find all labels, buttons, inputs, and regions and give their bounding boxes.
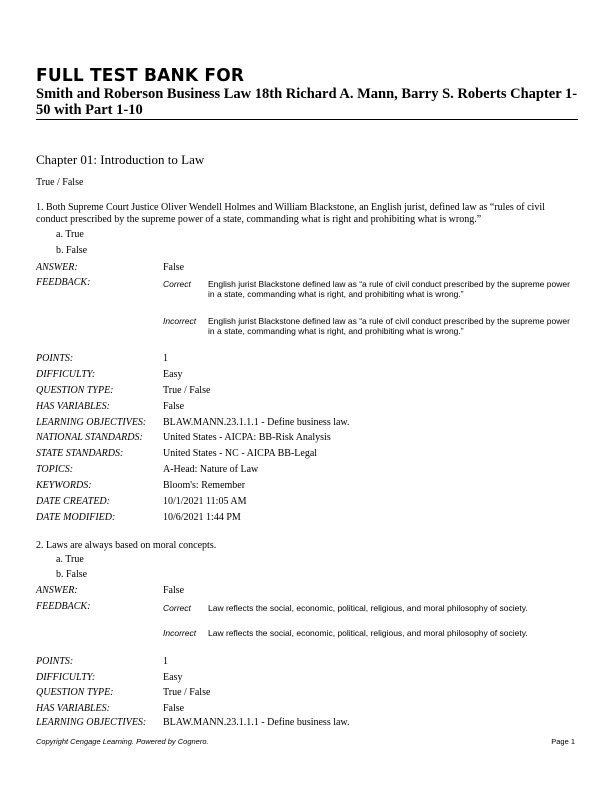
question-1-keywords: Bloom's: Remember [163,480,246,491]
question-1-has-variables: False [163,401,185,412]
question-2-difficulty: Easy [163,672,183,683]
learning-objectives-label: LEARNING OBJECTIVES: [36,717,147,728]
question-2-feedback-incorrect: Law reflects the social, economic, political, religious, and moral philosophy of society. [208,628,528,638]
feedback-incorrect-tag: Incorrect [163,316,197,326]
document-subtitle: Smith and Roberson Business Law 18th Richard A. Mann, Barry S. Roberts Chapter 1-50 with Part 1-10 [36,86,578,118]
question-2-text: 2. Laws are always based on moral concepts. [36,540,217,551]
feedback-correct-tag: Correct [163,603,191,613]
question-type-label: QUESTION TYPE: [36,385,114,396]
state-standards-label: STATE STANDARDS: [36,448,124,459]
answer-label: ANSWER: [36,262,78,273]
has-variables-label: HAS VARIABLES: [36,401,110,412]
question-1-national-standards: United States - AICPA: BB-Risk Analysis [163,432,331,443]
question-1-date-modified: 10/6/2021 1:44 PM [163,512,241,523]
question-1-points: 1 [163,353,168,364]
header-divider [36,119,578,120]
footer-copyright: Copyright Cengage Learning. Powered by Cognero. [36,737,209,746]
question-1-answer: False [163,262,185,273]
chapter-title: Chapter 01: Introduction to Law [36,152,205,167]
learning-objectives-label: LEARNING OBJECTIVES: [36,417,147,428]
question-1-text: 1. Both Supreme Court Justice Oliver Wendell Holmes and William Blackstone, an English jurist, defined law as “rules of civil conduct prescribed by the supreme power of a state, commanding what is right and prohibiting what is wrong.” [36,202,545,225]
question-type-label: QUESTION TYPE: [36,687,114,698]
keywords-label: KEYWORDS: [36,480,92,491]
question-1-choice-a: a. True [56,229,84,240]
topics-label: TOPICS: [36,464,74,475]
banner-title: FULL TEST BANK FOR [36,65,245,87]
question-1-feedback-incorrect: English jurist Blackstone defined law as “a rule of civil conduct prescribed by the supreme power in a state, commanding what is right, and prohibiting what is wrong.” [208,316,570,337]
points-label: POINTS: [36,353,74,364]
feedback-correct-tag: Correct [163,279,191,289]
date-modified-label: DATE MODIFIED: [36,512,116,523]
date-created-label: DATE CREATED: [36,496,110,507]
difficulty-label: DIFFICULTY: [36,672,96,683]
question-1-type: True / False [163,385,211,396]
has-variables-label: HAS VARIABLES: [36,703,110,714]
question-1-choice-b: b. False [56,245,88,256]
section-title: True / False [36,177,84,188]
question-1-learning-objectives: BLAW.MANN.23.1.1.1 - Define business law. [163,417,350,428]
question-1-topics: A-Head: Nature of Law [163,464,259,475]
question-2-learning-objectives: BLAW.MANN.23.1.1.1 - Define business law. [163,717,350,728]
footer-page-number: Page 1 [551,737,575,746]
question-2-has-variables: False [163,703,185,714]
difficulty-label: DIFFICULTY: [36,369,96,380]
feedback-incorrect-tag: Incorrect [163,628,197,638]
question-1-difficulty: Easy [163,369,183,380]
question-2-choice-a: a. True [56,554,84,565]
answer-label: ANSWER: [36,585,78,596]
question-2-type: True / False [163,687,211,698]
feedback-label: FEEDBACK: [36,277,91,288]
question-1-state-standards: United States - NC - AICPA BB-Legal [163,448,318,459]
question-2-answer: False [163,585,185,596]
national-standards-label: NATIONAL STANDARDS: [36,432,143,443]
question-2-feedback-correct: Law reflects the social, economic, political, religious, and moral philosophy of society. [208,603,528,613]
question-2-choice-b: b. False [56,569,88,580]
question-1-feedback-correct: English jurist Blackstone defined law as “a rule of civil conduct prescribed by the supreme power in a state, commanding what is right, and prohibiting what is wrong.” [208,279,570,300]
feedback-label: FEEDBACK: [36,601,91,612]
question-1-date-created: 10/1/2021 11:05 AM [163,496,247,507]
question-2-points: 1 [163,656,168,667]
points-label: POINTS: [36,656,74,667]
